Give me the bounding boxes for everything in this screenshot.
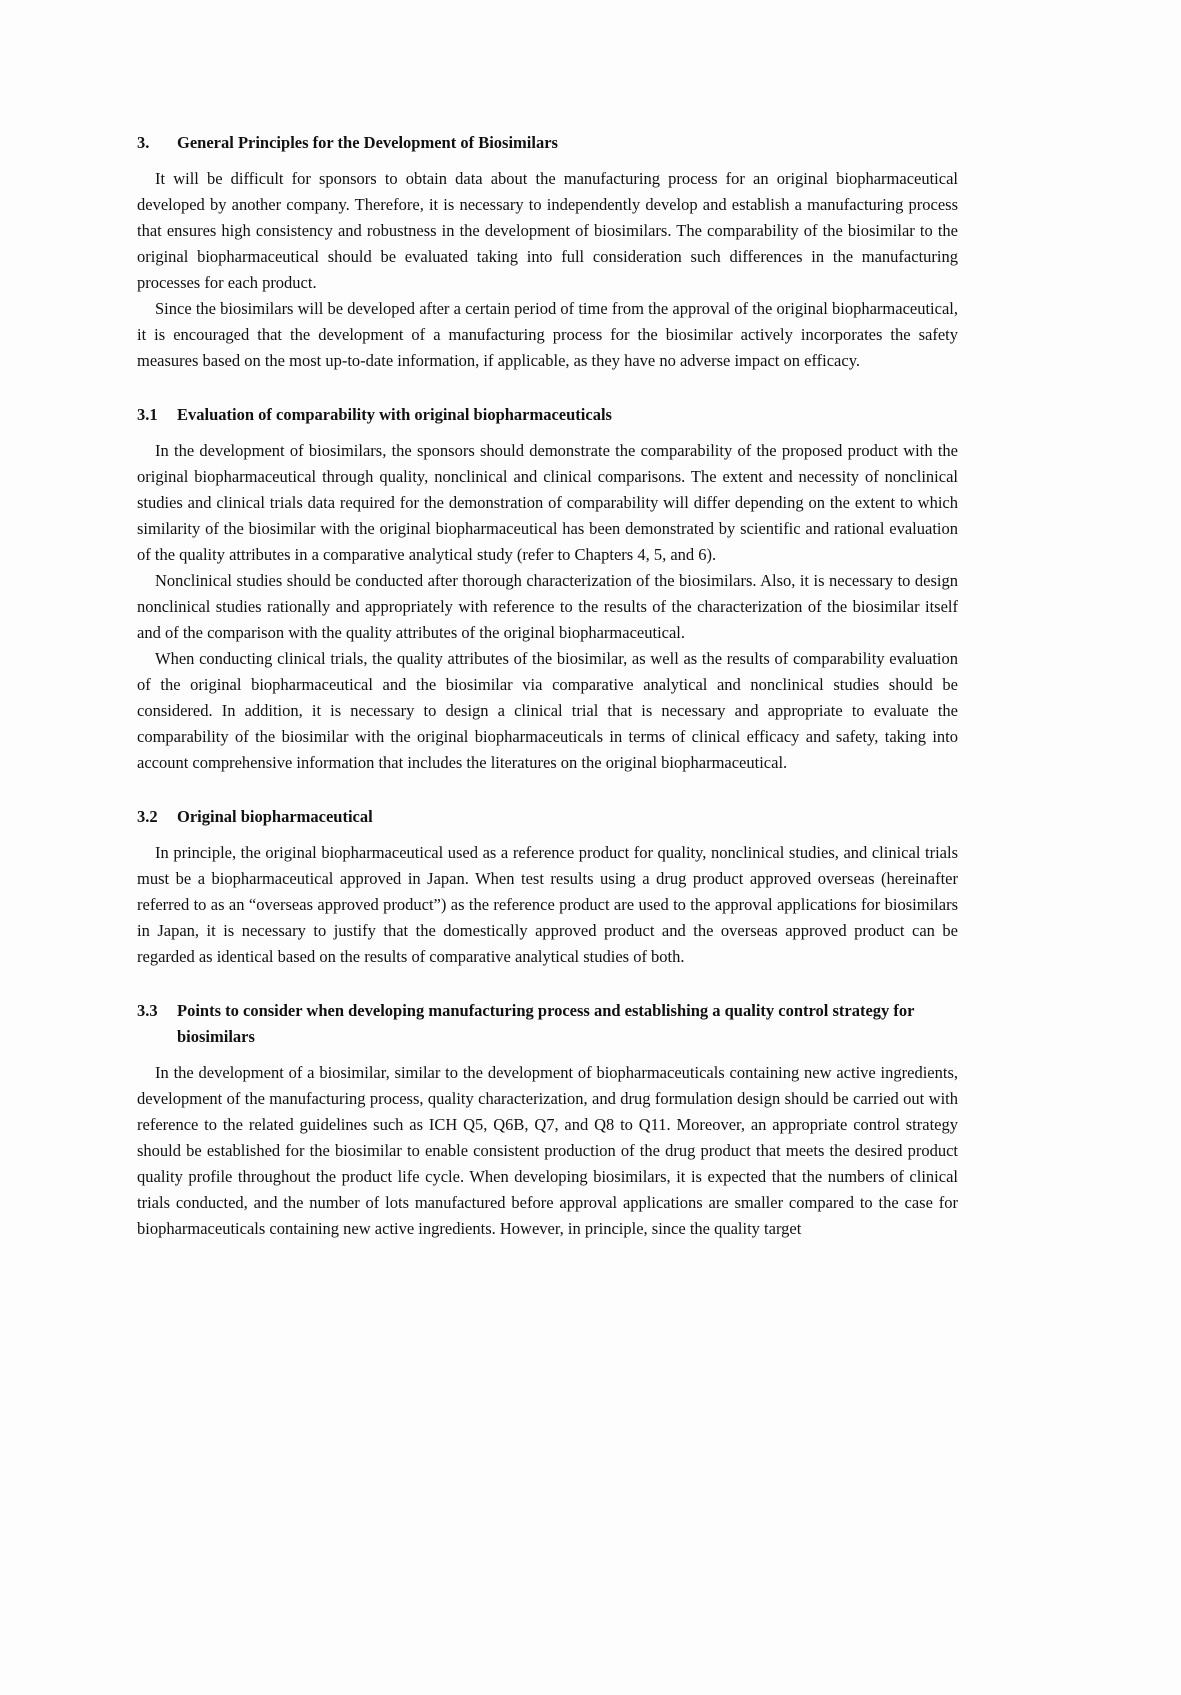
section-title: Original biopharmaceutical [177, 807, 373, 826]
document-content [137, 130, 958, 1242]
paragraph: In the development of a biosimilar, similar to the development of biopharmaceuticals containing new active ingredients, development of the manufacturing process, quality characterization, and drug formulation design should be carried out with reference to the related guidelines such as ICH Q5, Q6B, Q7, and Q8 to Q11. Moreover, an appropriate control strategy should be established for the biosimilar to enable consistent production of the drug product that meets the desired product quality profile throughout the product life cycle. When developing biosimilars, it is expected that the numbers of clinical trials conducted, and the number of lots manufactured before approval applications are smaller compared to the case for biopharmaceuticals containing new active ingredients. However, in principle, since the quality target [137, 1063, 958, 1238]
section-heading [137, 130, 958, 156]
section-3-3 [137, 998, 958, 1242]
section-number: 3.3 [137, 1001, 158, 1020]
paragraph: When conducting clinical trials, the quality attributes of the biosimilar, as well as the results of comparability evaluation of the original biopharmaceutical and the biosimilar via comparative analytical and nonclinical studies should be considered. In addition, it is necessary to design a clinical trial that is necessary and appropriate to evaluate the comparability of the biosimilar with the original biopharmaceuticals in terms of clinical efficacy and safety, taking into account comprehensive information that includes the literatures on the original biopharmaceutical. [137, 649, 958, 772]
paragraph: It will be difficult for sponsors to obtain data about the manufacturing process for an original biopharmaceutical developed by another company. Therefore, it is necessary to independently develop and establish a manufacturing process that ensures high consistency and robustness in the development of biosimilars. The comparability of the biosimilar to the original biopharmaceutical should be evaluated taking into full consideration such differences in the manufacturing processes for each product. [137, 169, 958, 292]
paragraph: In principle, the original biopharmaceutical used as a reference product for quality, nonclinical studies, and clinical trials must be a biopharmaceutical approved in Japan. When test results using a drug product approved overseas (hereinafter referred to as an “overseas approved product”) as the reference product are used to the approval applications for biosimilars in Japan, it is necessary to justify that the domestically approved product and the overseas approved product can be regarded as identical based on the results of comparative analytical studies of both. [137, 843, 958, 966]
paragraph: In the development of biosimilars, the sponsors should demonstrate the comparability of the proposed product with the original biopharmaceutical through quality, nonclinical and clinical comparisons. The extent and necessity of nonclinical studies and clinical trials data required for the demonstration of comparability will differ depending on the extent to which similarity of the biosimilar with the original biopharmaceutical has been demonstrated by scientific and rational evaluation of the quality attributes in a comparative analytical study (refer to Chapters 4, 5, and 6). [137, 441, 958, 564]
section-3-2 [137, 804, 958, 970]
section-title: Points to consider when developing manufacturing process and establishing a quality control strategy for biosimilars [177, 1001, 915, 1046]
section-heading [137, 804, 958, 830]
section-number: 3.2 [137, 807, 158, 826]
section-heading [137, 998, 958, 1050]
section-3 [137, 130, 958, 374]
section-heading [137, 402, 958, 428]
section-3-1 [137, 402, 958, 776]
section-title: Evaluation of comparability with original biopharmaceuticals [177, 405, 612, 424]
section-title: General Principles for the Development of Biosimilars [177, 133, 558, 152]
paragraph: Since the biosimilars will be developed after a certain period of time from the approval of the original biopharmaceutical, it is encouraged that the development of a manufacturing process for the biosimilar actively incorporates the safety measures based on the most up-to-date information, if applicable, as they have no adverse impact on efficacy. [137, 299, 958, 370]
section-number: 3.1 [137, 405, 158, 424]
section-number: 3. [137, 133, 150, 152]
paragraph: Nonclinical studies should be conducted after thorough characterization of the biosimilars. Also, it is necessary to design nonclinical studies rationally and appropriately with reference to the results of the characterization of the biosimilar itself and of the comparison with the quality attributes of the original biopharmaceutical. [137, 571, 958, 642]
